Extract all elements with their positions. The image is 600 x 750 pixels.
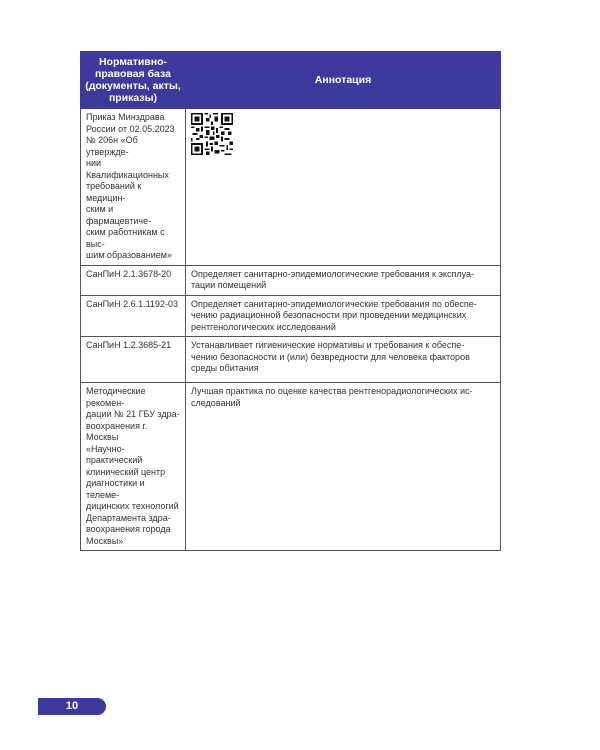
- page-number-tab: 10: [38, 698, 106, 715]
- table-row: [81, 295, 501, 337]
- table-row: [81, 337, 501, 383]
- annotation-cell: [186, 109, 501, 266]
- annotation-cell: [186, 295, 501, 337]
- doc-cell: [81, 295, 186, 337]
- annotation-text: Устанавливает гигиенические нормативы и требования к обеспе- чению безопасности и (или) безвредности для человека факторов среды обитания: [191, 340, 470, 373]
- table-row: [81, 383, 501, 551]
- annotation-cell: [186, 265, 501, 295]
- annotation-text: Лучшая практика по оценке качества рентгенорадиологических ис- следований: [191, 386, 473, 408]
- doc-cell: [81, 383, 186, 551]
- doc-text: Методические рекомен- дации № 21 ГБУ здра- воохранения г. Москвы «Научно-практический клинический центр диагностики и телеме- дицинских технологий Департамента здра- воохранения города Москвы»: [86, 386, 180, 546]
- doc-text: Приказ Минздрава России от 02.05.2023 № 206н «Об утвержде- нии Квалификационных требований к медицин- ским и фармацевтиче- ским работникам с выс- шим образованием»: [86, 112, 175, 260]
- header-annotation: Аннотация: [186, 52, 501, 109]
- annotation-cell: [186, 383, 501, 551]
- doc-cell: [81, 265, 186, 295]
- qr-code-icon[interactable]: [191, 113, 233, 155]
- doc-text: СанПиН 2.6.1.1192-03: [86, 298, 178, 309]
- doc-text: СанПиН 2.1.3678-20: [86, 268, 172, 279]
- doc-text: СанПиН 1.2.3685-21: [86, 340, 172, 350]
- header-documents: Нормативно-правовая база (документы, акты, приказы): [81, 52, 186, 109]
- doc-cell: [81, 109, 186, 266]
- annotation-cell: [186, 337, 501, 383]
- table-row: [81, 265, 501, 295]
- annotation-text: Определяет санитарно-эпидемиологические требования по обеспе- чению радиационной безопасности при проведении медицинских рентгенологических исследований: [191, 298, 477, 332]
- regulatory-table: [80, 51, 501, 551]
- annotation-text: Определяет санитарно-эпидемиологические требования к эксплуа- тации помещений: [191, 268, 475, 290]
- doc-cell: [81, 337, 186, 383]
- table-row: [81, 109, 501, 266]
- table-header-row: [81, 52, 501, 109]
